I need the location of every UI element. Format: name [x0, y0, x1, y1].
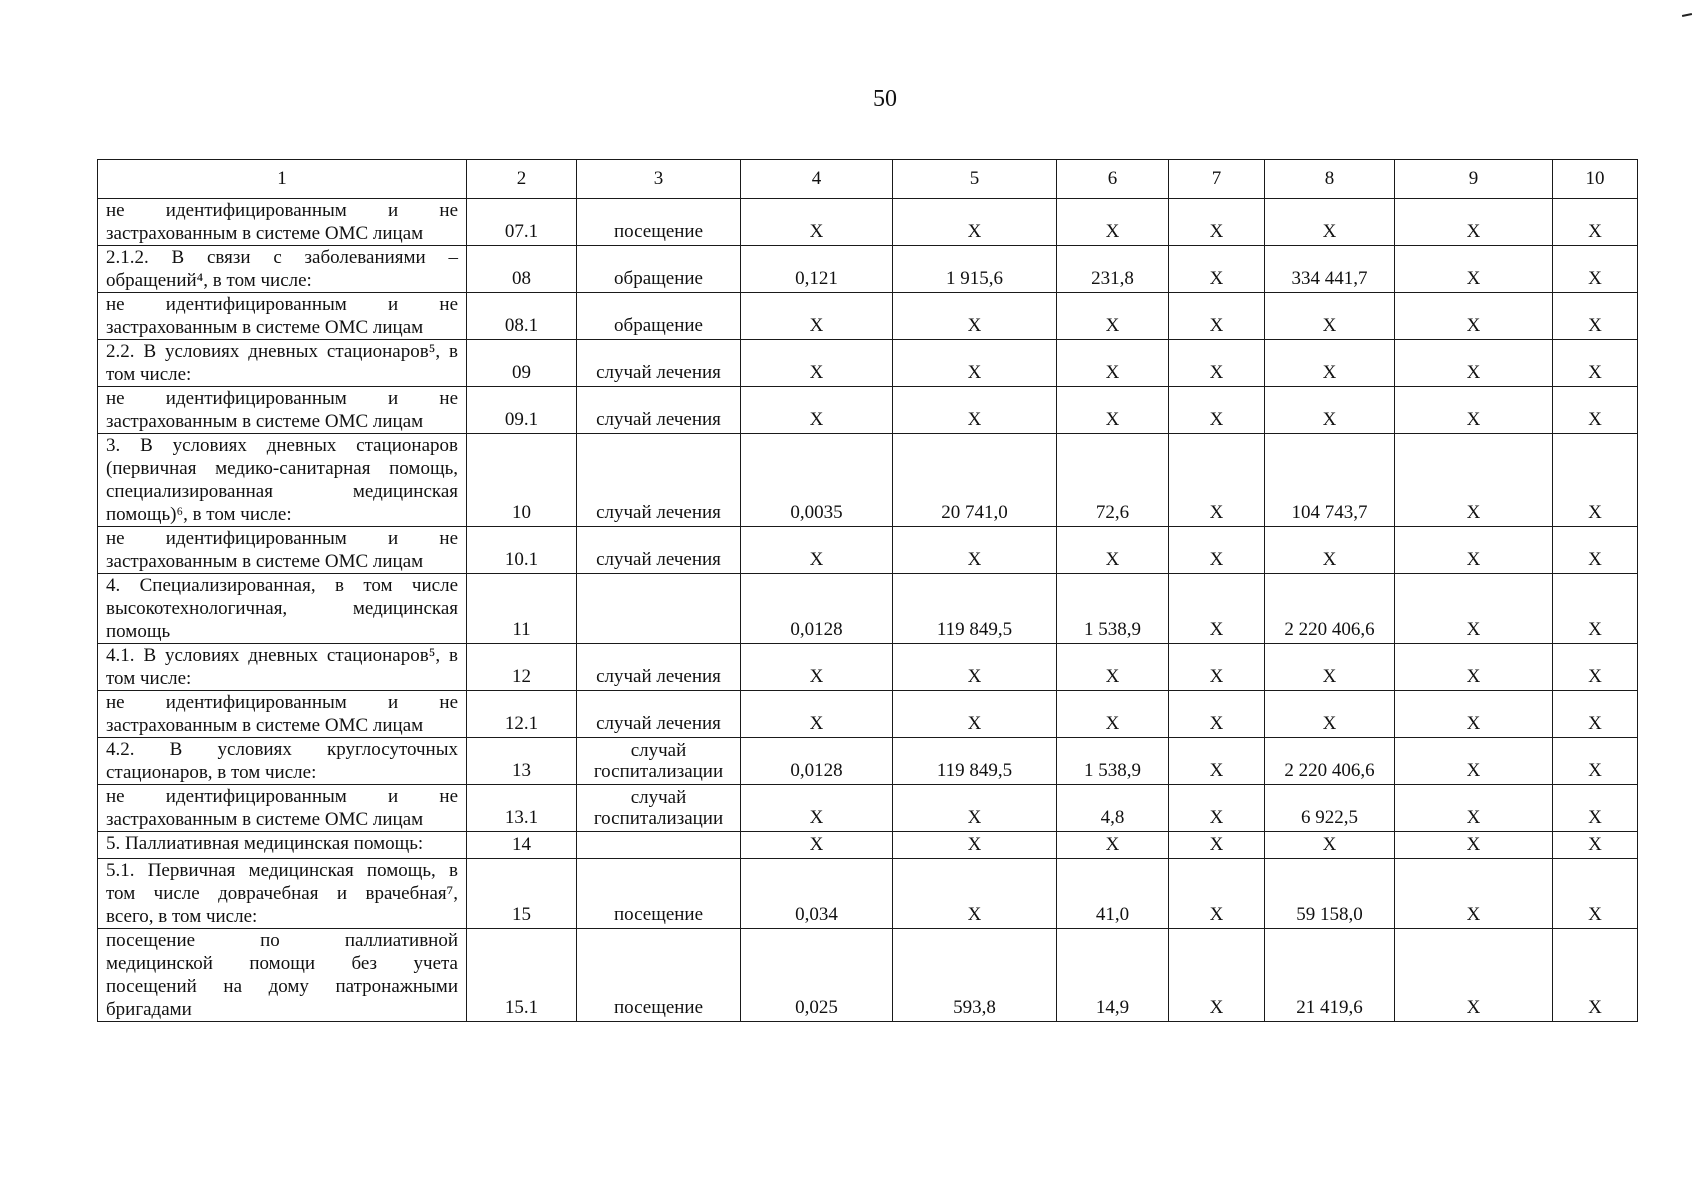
table-cell-col-9: X — [1395, 738, 1553, 785]
row-description-line: 5. Паллиативная медицинская помощь: — [106, 833, 424, 854]
table-cell-col-7: X — [1169, 340, 1265, 387]
table-cell-col-6: X — [1057, 691, 1169, 738]
row-description-line: 4. Специализированная, в том числе — [106, 575, 458, 596]
table-cell-col-10: X — [1553, 738, 1638, 785]
table-cell-col-6: 231,8 — [1057, 246, 1169, 293]
table-cell-col-10: X — [1553, 199, 1638, 246]
row-description-line: 3. В условиях дневных стационаров — [106, 435, 458, 456]
table-cell-col-10: X — [1553, 434, 1638, 527]
column-header: 2 — [467, 160, 577, 199]
table-row — [98, 246, 1638, 293]
table-cell-col-8: 6 922,5 — [1265, 785, 1395, 832]
table-cell-col-4: X — [741, 527, 893, 574]
table-cell-col-8: X — [1265, 832, 1395, 859]
row-description-line: не идентифицированным и не — [106, 200, 458, 221]
row-description-line: не идентифицированным и не — [106, 388, 458, 409]
table-cell-col-5: X — [893, 644, 1057, 691]
row-description-line: 4.2. В условиях круглосуточных — [106, 739, 458, 760]
table-row — [98, 644, 1638, 691]
table-cell-col-5: 593,8 — [893, 929, 1057, 1022]
row-description-line: застрахованным в системе ОМС лицам — [106, 411, 424, 432]
row-description-line: застрахованным в системе ОМС лицам — [106, 317, 424, 338]
table-cell-col-2: 15.1 — [467, 929, 577, 1022]
table-cell-col-6: X — [1057, 293, 1169, 340]
table-cell-col-9: X — [1395, 293, 1553, 340]
table-cell-col-4: X — [741, 832, 893, 859]
table-cell-col-7: X — [1169, 199, 1265, 246]
table-cell-col-5: X — [893, 293, 1057, 340]
row-description — [98, 691, 467, 738]
table-cell-col-3: случай госпитализации — [577, 738, 741, 785]
table-row — [98, 929, 1638, 1022]
table-cell-col-6: X — [1057, 387, 1169, 434]
table-cell-col-2: 11 — [467, 574, 577, 644]
row-description — [98, 527, 467, 574]
table-cell-col-6: 41,0 — [1057, 859, 1169, 929]
table-cell-col-8: X — [1265, 199, 1395, 246]
table-cell-col-3: случай лечения — [577, 527, 741, 574]
table-cell-col-2: 13 — [467, 738, 577, 785]
table-cell-col-9: X — [1395, 691, 1553, 738]
table-cell-col-7: X — [1169, 859, 1265, 929]
table-cell-col-8: X — [1265, 387, 1395, 434]
table-cell-col-6: 72,6 — [1057, 434, 1169, 527]
table-cell-col-7: X — [1169, 929, 1265, 1022]
table-cell-col-3 — [577, 574, 741, 644]
row-description-line: обращений⁴, в том числе: — [106, 270, 312, 291]
table-cell-col-5: 119 849,5 — [893, 738, 1057, 785]
table-cell-col-4: X — [741, 785, 893, 832]
table-cell-col-7: X — [1169, 644, 1265, 691]
row-description — [98, 929, 467, 1022]
page-number: 50 — [873, 86, 897, 112]
table-cell-col-3: посещение — [577, 859, 741, 929]
row-description-line: специализированная медицинская — [106, 481, 458, 502]
table-cell-col-5: X — [893, 785, 1057, 832]
table-row — [98, 199, 1638, 246]
table-cell-col-10: X — [1553, 246, 1638, 293]
table-cell-col-4: 0,0128 — [741, 574, 893, 644]
row-description-line: стационаров, в том числе: — [106, 762, 317, 783]
row-description-line: (первичная медико-санитарная помощь, — [106, 458, 458, 479]
table-cell-col-7: X — [1169, 691, 1265, 738]
table-cell-col-4: X — [741, 199, 893, 246]
row-description-line: застрахованным в системе ОМС лицам — [106, 809, 424, 830]
table-cell-col-9: X — [1395, 199, 1553, 246]
table-cell-col-3: обращение — [577, 293, 741, 340]
row-description-line: 2.1.2. В связи с заболеваниями – — [106, 247, 458, 268]
table-cell-col-8: 104 743,7 — [1265, 434, 1395, 527]
row-description — [98, 738, 467, 785]
table-row — [98, 387, 1638, 434]
table-cell-col-4: 0,025 — [741, 929, 893, 1022]
row-description-line: том числе: — [106, 668, 192, 689]
table-cell-col-5: 1 915,6 — [893, 246, 1057, 293]
table-cell-col-4: X — [741, 387, 893, 434]
table-cell-col-9: X — [1395, 527, 1553, 574]
row-description-line: посещений на дому патронажными — [106, 976, 458, 997]
table-cell-col-5: X — [893, 387, 1057, 434]
row-description-line: 2.2. В условиях дневных стационаров⁵, в — [106, 341, 458, 362]
table-cell-col-10: X — [1553, 574, 1638, 644]
table-cell-col-2: 12 — [467, 644, 577, 691]
row-description — [98, 199, 467, 246]
table-row — [98, 340, 1638, 387]
table-cell-col-2: 10.1 — [467, 527, 577, 574]
row-description — [98, 246, 467, 293]
table-cell-col-5: 119 849,5 — [893, 574, 1057, 644]
table-cell-col-4: X — [741, 644, 893, 691]
table-cell-col-4: X — [741, 340, 893, 387]
row-description — [98, 832, 467, 859]
table-cell-col-3: случай лечения — [577, 387, 741, 434]
table-cell-col-8: X — [1265, 691, 1395, 738]
table-cell-col-4: X — [741, 293, 893, 340]
table-cell-col-7: X — [1169, 434, 1265, 527]
column-header: 9 — [1395, 160, 1553, 199]
table-cell-col-6: X — [1057, 340, 1169, 387]
table-cell-col-5: X — [893, 859, 1057, 929]
column-header: 8 — [1265, 160, 1395, 199]
table-cell-col-7: X — [1169, 785, 1265, 832]
table-cell-col-8: 334 441,7 — [1265, 246, 1395, 293]
table-cell-col-9: X — [1395, 387, 1553, 434]
table-cell-col-2: 07.1 — [467, 199, 577, 246]
table-cell-col-5: X — [893, 199, 1057, 246]
row-description — [98, 859, 467, 929]
table-cell-col-10: X — [1553, 644, 1638, 691]
row-description-line: не идентифицированным и не — [106, 786, 458, 807]
table-cell-col-9: X — [1395, 574, 1553, 644]
table-cell-col-6: 1 538,9 — [1057, 738, 1169, 785]
row-description-line: не идентифицированным и не — [106, 294, 458, 315]
table-cell-col-2: 09.1 — [467, 387, 577, 434]
row-description-line: помощь)⁶, в том числе: — [106, 504, 292, 525]
row-description-line: том числе доврачебная и врачебная⁷, — [106, 883, 458, 904]
table-cell-col-8: 2 220 406,6 — [1265, 574, 1395, 644]
table-cell-col-10: X — [1553, 691, 1638, 738]
table-cell-col-10: X — [1553, 832, 1638, 859]
table-cell-col-10: X — [1553, 785, 1638, 832]
table-cell-col-3: посещение — [577, 929, 741, 1022]
row-description — [98, 574, 467, 644]
table-header-row — [98, 160, 1638, 199]
table-cell-col-3: обращение — [577, 246, 741, 293]
table-cell-col-7: X — [1169, 574, 1265, 644]
table-cell-col-4: 0,121 — [741, 246, 893, 293]
table-cell-col-9: X — [1395, 859, 1553, 929]
table-row — [98, 785, 1638, 832]
table-cell-col-8: X — [1265, 293, 1395, 340]
row-description-line: 4.1. В условиях дневных стационаров⁵, в — [106, 645, 458, 666]
table-row — [98, 859, 1638, 929]
table-cell-col-8: X — [1265, 644, 1395, 691]
table-cell-col-10: X — [1553, 859, 1638, 929]
table-cell-col-3: случай лечения — [577, 691, 741, 738]
table-cell-col-2: 13.1 — [467, 785, 577, 832]
table-cell-col-2: 15 — [467, 859, 577, 929]
row-description-line: бригадами — [106, 999, 192, 1020]
table-cell-col-10: X — [1553, 527, 1638, 574]
table-cell-col-2: 12.1 — [467, 691, 577, 738]
table-cell-col-8: X — [1265, 527, 1395, 574]
table-cell-col-6: 4,8 — [1057, 785, 1169, 832]
column-header: 7 — [1169, 160, 1265, 199]
table-row — [98, 832, 1638, 859]
row-description-line: посещение по паллиативной — [106, 930, 458, 951]
column-header: 10 — [1553, 160, 1638, 199]
table-cell-col-2: 10 — [467, 434, 577, 527]
table-cell-col-10: X — [1553, 340, 1638, 387]
row-description — [98, 434, 467, 527]
table-cell-col-6: 1 538,9 — [1057, 574, 1169, 644]
table-cell-col-7: X — [1169, 246, 1265, 293]
row-description-line: не идентифицированным и не — [106, 692, 458, 713]
table-cell-col-2: 08 — [467, 246, 577, 293]
row-description-line: застрахованным в системе ОМС лицам — [106, 551, 424, 572]
table-cell-col-6: X — [1057, 527, 1169, 574]
table-cell-col-5: X — [893, 691, 1057, 738]
table-cell-col-5: X — [893, 832, 1057, 859]
table-cell-col-8: 21 419,6 — [1265, 929, 1395, 1022]
column-header: 3 — [577, 160, 741, 199]
table-cell-col-9: X — [1395, 340, 1553, 387]
table-body — [98, 160, 1638, 1022]
table-cell-col-8: 59 158,0 — [1265, 859, 1395, 929]
table-cell-col-3: случай госпитализации — [577, 785, 741, 832]
table-cell-col-6: 14,9 — [1057, 929, 1169, 1022]
table-cell-col-3 — [577, 832, 741, 859]
table-cell-col-3: посещение — [577, 199, 741, 246]
table-cell-col-2: 14 — [467, 832, 577, 859]
row-description — [98, 785, 467, 832]
table-cell-col-7: X — [1169, 293, 1265, 340]
column-header: 1 — [98, 160, 467, 199]
row-description — [98, 387, 467, 434]
column-header: 6 — [1057, 160, 1169, 199]
table-row — [98, 738, 1638, 785]
table-cell-col-3: случай лечения — [577, 340, 741, 387]
table-cell-col-5: 20 741,0 — [893, 434, 1057, 527]
row-description-line: застрахованным в системе ОМС лицам — [106, 715, 424, 736]
table-cell-col-5: X — [893, 527, 1057, 574]
table-cell-col-6: X — [1057, 644, 1169, 691]
table-cell-col-9: X — [1395, 644, 1553, 691]
table-cell-col-2: 08.1 — [467, 293, 577, 340]
table-cell-col-7: X — [1169, 387, 1265, 434]
row-description-line: не идентифицированным и не — [106, 528, 458, 549]
table-cell-col-4: 0,0035 — [741, 434, 893, 527]
table-row — [98, 527, 1638, 574]
column-header: 4 — [741, 160, 893, 199]
row-description — [98, 293, 467, 340]
table-cell-col-2: 09 — [467, 340, 577, 387]
table-cell-col-4: 0,0128 — [741, 738, 893, 785]
table-cell-col-3: случай лечения — [577, 434, 741, 527]
table-cell-col-5: X — [893, 340, 1057, 387]
table-cell-col-8: X — [1265, 340, 1395, 387]
table-row — [98, 691, 1638, 738]
table-row — [98, 293, 1638, 340]
table-cell-col-7: X — [1169, 527, 1265, 574]
table-cell-col-8: 2 220 406,6 — [1265, 738, 1395, 785]
table-cell-col-4: 0,034 — [741, 859, 893, 929]
scan-corner-mark — [1682, 13, 1692, 17]
table-cell-col-3: случай лечения — [577, 644, 741, 691]
table-cell-col-9: X — [1395, 785, 1553, 832]
row-description-line: застрахованным в системе ОМС лицам — [106, 223, 424, 244]
data-table — [97, 159, 1638, 1022]
table-cell-col-6: X — [1057, 199, 1169, 246]
table-cell-col-10: X — [1553, 293, 1638, 340]
table-row — [98, 574, 1638, 644]
table-cell-col-4: X — [741, 691, 893, 738]
table-cell-col-9: X — [1395, 434, 1553, 527]
row-description — [98, 644, 467, 691]
table-cell-col-9: X — [1395, 832, 1553, 859]
table-row — [98, 434, 1638, 527]
table-cell-col-9: X — [1395, 929, 1553, 1022]
table-cell-col-10: X — [1553, 929, 1638, 1022]
row-description-line: всего, в том числе: — [106, 906, 258, 927]
row-description-line: помощь — [106, 621, 171, 642]
row-description-line: 5.1. Первичная медицинская помощь, в — [106, 860, 458, 881]
table-cell-col-9: X — [1395, 246, 1553, 293]
row-description-line: высокотехнологичная, медицинская — [106, 598, 458, 619]
row-description — [98, 340, 467, 387]
column-header: 5 — [893, 160, 1057, 199]
table-cell-col-10: X — [1553, 387, 1638, 434]
table-cell-col-6: X — [1057, 832, 1169, 859]
table-cell-col-7: X — [1169, 832, 1265, 859]
row-description-line: том числе: — [106, 364, 192, 385]
row-description-line: медицинской помощи без учета — [106, 953, 458, 974]
table-cell-col-7: X — [1169, 738, 1265, 785]
